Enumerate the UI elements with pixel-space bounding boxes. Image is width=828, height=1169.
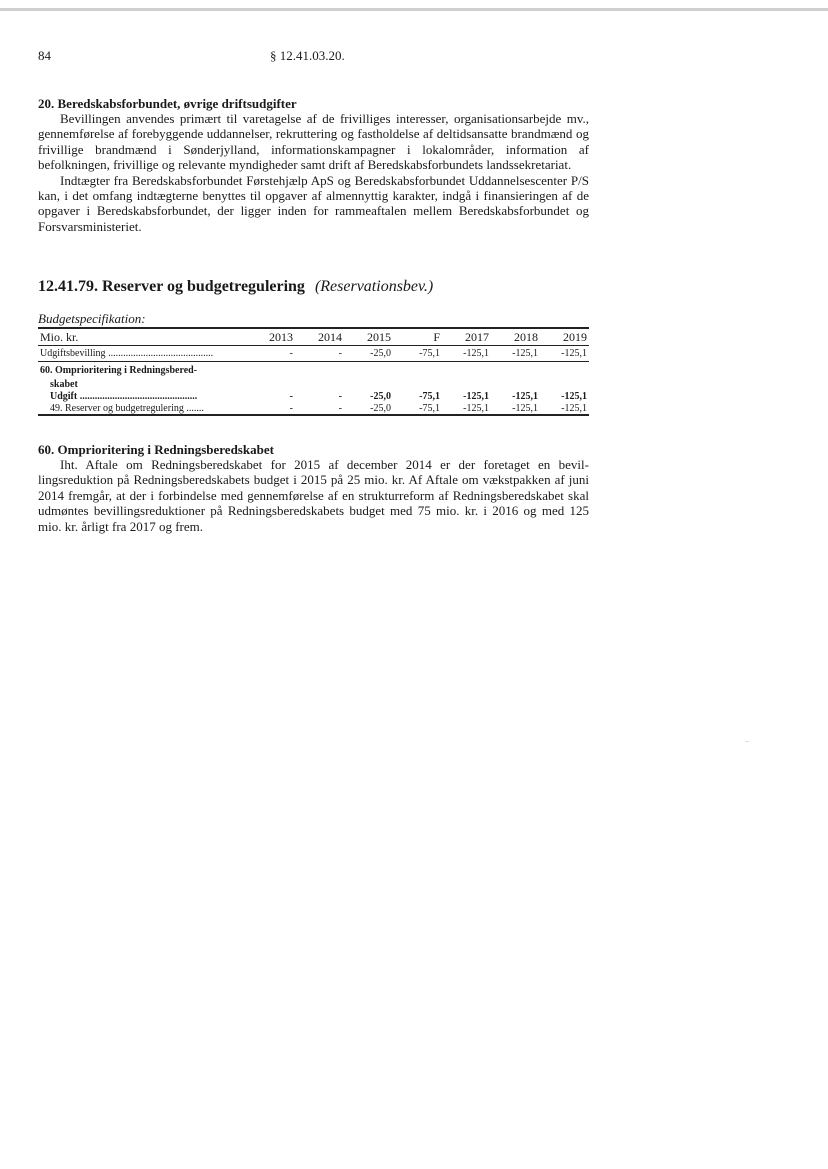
table-header-row (38, 328, 589, 346)
cell: -25,0 (344, 402, 393, 415)
main-section-number-title: 12.41.79. Reserver og budgetregulering (38, 278, 305, 295)
cell: -25,0 (370, 390, 391, 402)
section-20-paragraph-1: Bevillingen anvendes primært til varetagelse af de frivilliges interesser, organisationsarbejde mv., gennemførelse af forebyggende uddannelser, rekruttering og fastholdelse af deltidsansatte brandmænd og frivillige brandmænd i Sønderjylland, informationskampagner i lokalområder, information af befolkningen, frivillige og relevante myndigheder samt drift af Beredskabsforbundets landssekretariat. (38, 111, 589, 173)
cell: -25,0 (344, 346, 393, 362)
section-60-heading: 60. Omprioritering i Redningsberedskabet (38, 442, 274, 457)
budget-table (38, 327, 589, 416)
table-row (38, 390, 589, 402)
cell: -125,1 (512, 390, 538, 402)
section-20-heading: 20. Beredskabsforbundet, øvrige driftsudgifter (38, 96, 297, 111)
section-60-paragraph: Iht. Aftale om Redningsberedskabet for 2015 af december 2014 er der foretaget en bevillingsreduktion på Redningsberedskabets budget i 2015 på 25 mio. kr. Af Aftale om vækstpakken af juni 2014 fremgår, at der i forbindelse med gennemførelse af en strukturreform af Redningsberedskabet skal udmøntes bevillingsreduktioner på Redningsberedskabets budget med 75 mio. kr. i 2016 og med 125 mio. kr. årligt fra 2017 og frem. (38, 457, 589, 534)
row-label: Udgift ............................................... (50, 390, 198, 402)
table-row (38, 346, 589, 362)
main-section-tag: (Reservationsbev.) (314, 278, 434, 295)
section-20-paragraph-2: Indtægter fra Beredskabsforbundet Førstehjælp ApS og Beredskabsforbundet Uddannelsescenter P/S kan, i det omfang indtægterne benyttes til opgaver af almennyttig karakter, indgå i finansieringen af de opgaver i Beredskabsforbundet, der ligger inden for rammeaftalen mellem Beredskabsforbundet og Forsvarsministeriet. (38, 172, 589, 234)
cell: -125,1 (491, 346, 540, 362)
header-2017: 2017 (442, 328, 491, 346)
cell: -125,1 (561, 390, 587, 402)
page-number: 84 (38, 48, 51, 63)
main-section-header (38, 278, 589, 296)
table-row (38, 402, 589, 415)
cell: - (338, 390, 342, 402)
group-label-1: 60. Omprioritering i Redningsbered- (40, 364, 198, 376)
header-2019: 2019 (540, 328, 589, 346)
main-section-title (38, 278, 589, 296)
header-2015: 2015 (344, 328, 393, 346)
table-group-row (38, 362, 589, 377)
cell: -125,1 (442, 402, 491, 415)
budget-spec (38, 311, 589, 416)
scan-edge (0, 8, 828, 11)
header-2014: 2014 (295, 328, 344, 346)
cell: -125,1 (491, 402, 540, 415)
row-label: 49. Reserver og budgetregulering ....... (38, 402, 246, 415)
cell: - (295, 346, 344, 362)
cell: - (246, 346, 295, 362)
cell: -125,1 (540, 346, 589, 362)
header-f: F (393, 328, 442, 346)
header-2013: 2013 (246, 328, 295, 346)
table-group-row (38, 376, 589, 390)
section-reference: § 12.41.03.20. (270, 48, 345, 63)
budget-spec-label: Budgetspecifikation: (38, 311, 146, 326)
cell: -125,1 (442, 346, 491, 362)
header-2018: 2018 (491, 328, 540, 346)
cell: - (295, 402, 344, 415)
header-unit: Mio. kr. (38, 328, 246, 346)
cell: -75,1 (393, 402, 442, 415)
row-label: Udgiftsbevilling .......................................... (38, 346, 246, 362)
cell: -75,1 (393, 346, 442, 362)
scan-speck (745, 741, 749, 742)
cell: -125,1 (463, 390, 489, 402)
cell: - (289, 390, 293, 402)
cell: -75,1 (419, 390, 440, 402)
group-label-2: skabet (50, 378, 78, 390)
section-60 (38, 442, 589, 534)
section-20 (38, 96, 589, 234)
cell: - (246, 402, 295, 415)
cell: -125,1 (540, 402, 589, 415)
